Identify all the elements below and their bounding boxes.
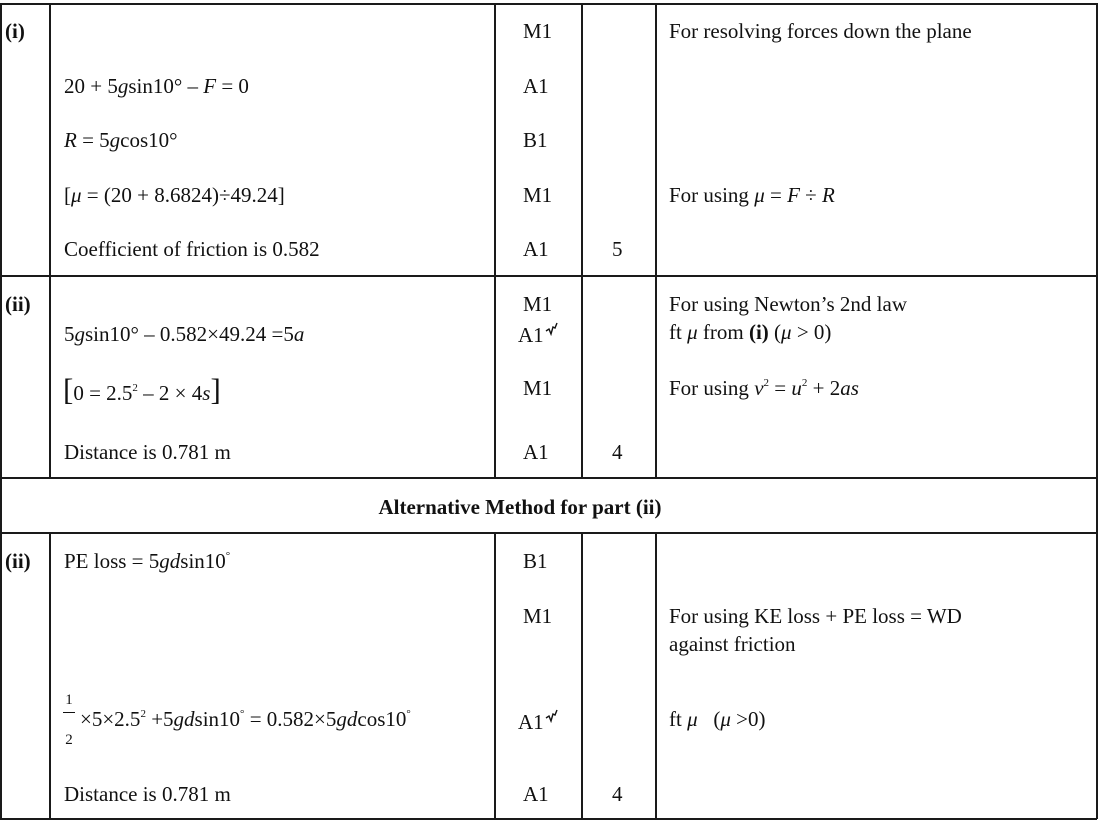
- mark-code: M1: [523, 183, 553, 207]
- col-divider-total: [581, 3, 583, 478]
- working-line: $\times 5\times 2.5^2 +5gdsin10^\circ = 0.582\times 5gdcos10^\circ$: [80, 707, 411, 731]
- working-line: R = 5gcos10°: [64, 128, 178, 152]
- mark-code: A1: [518, 322, 558, 346]
- fraction-numerator: 1: [65, 692, 73, 708]
- mark-code: M1: [523, 292, 553, 316]
- mark-code: M1: [523, 376, 553, 400]
- table-divider-part2: [0, 275, 1097, 277]
- comment-text: For resolving forces down the plane: [669, 19, 972, 43]
- comment-text: For using μ = F ÷ R: [669, 183, 835, 207]
- col-divider-comment: [655, 3, 657, 478]
- table-border-bottom: [0, 818, 1097, 820]
- comment-text: against friction: [669, 632, 796, 656]
- table-border-top: [0, 3, 1097, 5]
- working-line: $[0 = 2.5^2 - 2 \times 4s]$: [63, 372, 221, 407]
- comment-text: ft μ from (i) (μ > 0): [669, 320, 832, 344]
- table-border-left: [0, 3, 2, 819]
- working-line: Coefficient of friction is 0.582: [64, 237, 320, 261]
- check-mark-icon: [545, 322, 558, 336]
- mark-code: A1: [523, 782, 549, 806]
- comment-text: For using Newton’s 2nd law: [669, 292, 907, 316]
- comment-text: For using $v^2 = u^2 + 2as$: [669, 376, 859, 400]
- mark-code: M1: [523, 604, 553, 628]
- col-divider-label: [49, 532, 51, 819]
- part-label-i: (i): [5, 19, 25, 43]
- mark-code: B1: [523, 549, 548, 573]
- comment-text: ft μ (μ >0): [669, 707, 766, 731]
- working-line: 20 + 5gsin10° – F = 0: [64, 74, 249, 98]
- total-marks: 5: [612, 237, 623, 261]
- working-line: [μ = (20 + 8.6824)÷49.24]: [64, 183, 285, 207]
- mark-code: M1: [523, 19, 553, 43]
- working-line: Distance is 0.781 m: [64, 782, 231, 806]
- col-divider-total: [581, 532, 583, 819]
- table-border-right: [1096, 3, 1098, 819]
- col-divider-comment: [655, 532, 657, 819]
- fraction-bar: [63, 712, 75, 713]
- check-mark-icon: [545, 709, 558, 723]
- table-divider-alt-heading: [0, 477, 1097, 479]
- working-line: Distance is 0.781 m: [64, 440, 231, 464]
- part-label-ii-alt: (ii): [5, 549, 31, 573]
- col-divider-mark: [494, 532, 496, 819]
- mark-code: A1: [518, 709, 558, 733]
- mark-code: A1: [523, 74, 549, 98]
- col-divider-label: [49, 3, 51, 478]
- total-marks: 4: [612, 782, 623, 806]
- part-label-ii: (ii): [5, 292, 31, 316]
- comment-text: For using KE loss + PE loss = WD: [669, 604, 962, 628]
- col-divider-mark: [494, 3, 496, 478]
- mark-code: A1: [523, 237, 549, 261]
- working-line: 5gsin10° – 0.582×49.24 =5a: [64, 322, 305, 346]
- table-divider-alt-body: [0, 532, 1097, 534]
- fraction-denominator: 2: [65, 732, 73, 748]
- mark-code: B1: [523, 128, 548, 152]
- alternative-heading: Alternative Method for part (ii): [378, 495, 662, 519]
- total-marks: 4: [612, 440, 623, 464]
- working-line: PE loss = 5gdsin10°: [64, 549, 231, 573]
- mark-code: A1: [523, 440, 549, 464]
